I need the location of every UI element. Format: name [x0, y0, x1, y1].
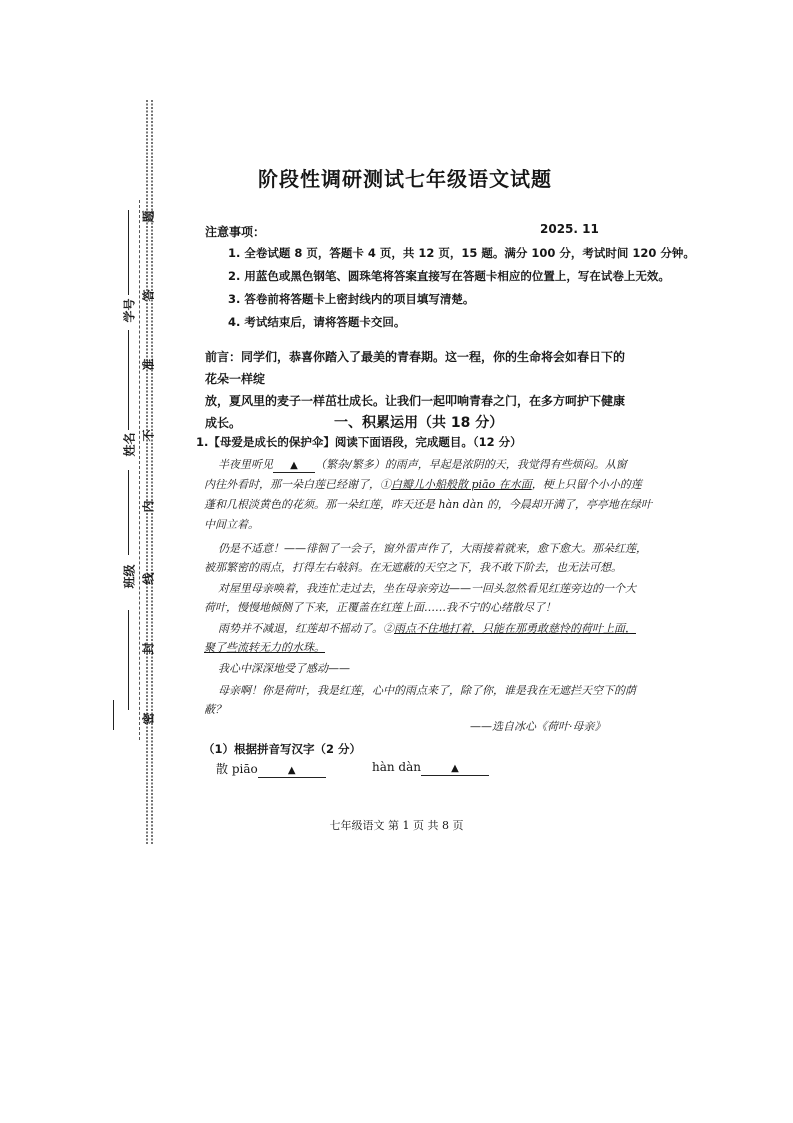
passage-line: 中间立着。: [204, 518, 259, 531]
seal-dash-line: [139, 200, 140, 740]
question-1-prompt: 1.【母爱是成长的保护伞】阅读下面语段，完成题目。（12 分）: [196, 435, 522, 449]
underlined-sentence-2: 雨点不住地打着，只能在那勇敢慈怜的荷叶上面，: [394, 622, 636, 635]
student-id-label: 学号: [122, 298, 137, 323]
note-item: 1. 全卷试题 8 页，答题卡 4 页，共 12 页，15 题。满分 100 分，考试时间 120 分钟。: [228, 246, 695, 260]
passage-source: ——选自冰心《荷叶·母亲》: [470, 720, 606, 733]
seal-char: 题: [141, 210, 156, 223]
class-line-2: [128, 610, 129, 710]
student-id-line: [128, 210, 129, 295]
passage-line: 内往外看时，那一朵白莲已经谢了，①白瓣儿小船般散 piāo 在水面，梗上只留个小小的莲: [204, 478, 642, 491]
notes-heading: 注意事项：: [205, 225, 266, 239]
answer-blank: ▲: [273, 460, 315, 473]
class-line-1: [128, 470, 129, 555]
seal-char: 封: [141, 642, 156, 655]
section-heading: 一、积累运用（共 18 分）: [334, 415, 504, 431]
passage-line: 我心中深深地受了感动——: [218, 662, 350, 675]
seal-char: 密: [141, 712, 156, 725]
seal-char: 答: [141, 289, 156, 302]
exam-title: 阶段性调研测试七年级语文试题: [258, 167, 552, 191]
passage-line: 母亲啊！你是荷叶，我是红莲，心中的雨点来了，除了你，谁是我在无遮拦天空下的荫: [218, 684, 636, 697]
page-footer: 七年级语文 第 1 页 共 8 页: [329, 819, 464, 832]
passage-line: 荷叶，慢慢地倾侧了下来，正覆盖在红莲上面……我不宁的心绪散尽了！: [204, 601, 556, 614]
sub-question-1: （1）根据拼音写汉字（2 分）: [203, 742, 362, 756]
exam-date: 2025. 11: [540, 222, 599, 236]
note-item: 4. 考试结束后，请将答题卡交回。: [228, 315, 406, 329]
name-line: [128, 330, 129, 430]
passage-line: 半夜里听见 ▲ （繁杂/繁多）的雨声，早起是浓阴的天，我觉得有些烦闷。从窗: [218, 458, 627, 471]
passage-line: 蔽？: [204, 703, 226, 716]
seal-char: 准: [141, 358, 156, 371]
class-line-3: [113, 700, 114, 730]
seal-char: 内: [141, 500, 156, 513]
underlined-sentence-1: 白瓣儿小船般散 piāo 在水面: [391, 478, 532, 491]
answer-blank[interactable]: ▲: [258, 765, 326, 778]
passage-line: 雨势并不减退，红莲却不摇动了。②雨点不住地打着，只能在那勇敢慈怜的荷叶上面，: [218, 622, 636, 635]
passage-line: 对屋里母亲唤着，我连忙走过去，坐在母亲旁边——一回头忽然看见红莲旁边的一个大: [218, 582, 636, 595]
underlined-sentence-2-cont: 聚了些流转无力的水珠。: [204, 641, 325, 654]
passage-line: 仍是不适意！——徘徊了一会子，窗外雷声作了，大雨接着就来，愈下愈大。那朵红莲，: [218, 542, 647, 555]
pinyin-item-a: 散 piāo ▲: [216, 760, 326, 778]
answer-blank[interactable]: ▲: [421, 763, 489, 776]
name-label: 姓名: [122, 432, 137, 457]
pinyin-item-b: hàn dàn ▲: [372, 760, 489, 776]
seal-char: 线: [141, 572, 156, 585]
note-item: 3. 答卷前将答题卡上密封线内的项目填写清楚。: [228, 292, 475, 306]
class-label: 班级: [122, 564, 137, 589]
preface-line: 前言：同学们，恭喜你踏入了最美的青春期。这一程，你的生命将会如春日下的花朵一样绽: [205, 350, 626, 386]
preface-line: 放，夏风里的麦子一样茁壮成长。让我们一起叩响青春之门，在多方呵护下健康成长。: [205, 394, 626, 430]
passage-line: 被那繁密的雨点，打得左右敧斜。在无遮蔽的天空之下，我不敢下阶去，也无法可想。: [204, 561, 622, 574]
seal-char: 不: [141, 429, 156, 442]
passage-line: 蓬和几根淡黄色的花须。那一朵红莲，昨天还是 hàn dàn 的，今晨却开满了，亭亭地在绿叶: [204, 498, 652, 511]
note-item: 2. 用蓝色或黑色钢笔、圆珠笔将答案直接写在答题卡相应的位置上，写在试卷上无效。: [228, 269, 670, 283]
